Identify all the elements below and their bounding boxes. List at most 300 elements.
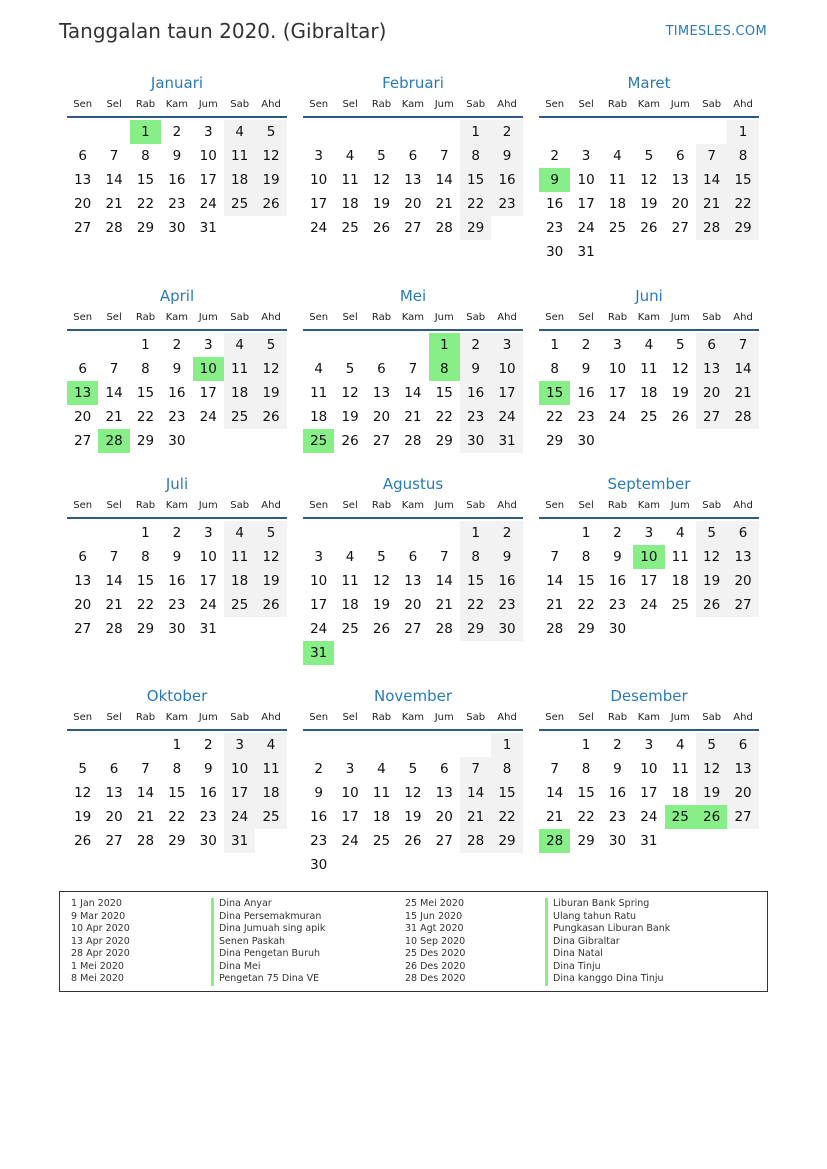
day-cell[interactable]: 16: [546, 196, 564, 212]
day-cell[interactable]: 18: [640, 385, 658, 401]
day-cell[interactable]: 16: [577, 385, 595, 401]
day-cell[interactable]: 29: [435, 433, 453, 449]
day-cell[interactable]: 5: [377, 148, 386, 164]
day-cell[interactable]: 7: [109, 361, 119, 377]
day-cell[interactable]: 4: [255, 733, 286, 757]
day-cell[interactable]: 5: [696, 733, 727, 757]
day-cell[interactable]: 10: [608, 361, 627, 377]
day-cell[interactable]: 10: [491, 357, 522, 381]
day-cell[interactable]: 8: [581, 761, 591, 777]
day-cell[interactable]: 17: [199, 385, 217, 401]
day-cell[interactable]: 10: [310, 573, 328, 589]
day-cell[interactable]: 22: [546, 409, 564, 425]
day-cell[interactable]: 23: [608, 809, 627, 825]
day-cell[interactable]: 19: [255, 168, 286, 192]
day-cell[interactable]: 5: [345, 361, 355, 377]
day-cell[interactable]: 9: [613, 761, 622, 777]
day-cell[interactable]: 1: [491, 733, 522, 757]
day-cell[interactable]: 21: [460, 805, 491, 829]
day-cell[interactable]: 4: [675, 737, 685, 753]
day-cell[interactable]: 21: [105, 409, 123, 425]
day-cell[interactable]: 28: [105, 220, 123, 236]
day-cell[interactable]: 9: [203, 761, 213, 777]
day-cell[interactable]: 3: [314, 148, 323, 164]
day-cell[interactable]: 22: [577, 597, 595, 613]
day-cell[interactable]: 3: [345, 761, 355, 777]
day-cell[interactable]: 21: [404, 409, 422, 425]
day-cell[interactable]: 11: [341, 172, 359, 188]
day-cell[interactable]: 21: [546, 597, 564, 613]
day-cell[interactable]: 15: [460, 569, 491, 593]
day-cell[interactable]: 18: [224, 381, 255, 405]
day-cell[interactable]: 18: [255, 781, 286, 805]
day-cell[interactable]: 15: [168, 785, 186, 801]
day-cell[interactable]: 19: [74, 809, 92, 825]
day-cell[interactable]: 11: [255, 757, 286, 781]
day-cell[interactable]: 8: [141, 148, 150, 164]
day-cell[interactable]: 31: [224, 829, 255, 853]
day-cell[interactable]: 20: [435, 809, 453, 825]
day-cell[interactable]: 13: [435, 785, 453, 801]
day-cell[interactable]: 13: [671, 172, 689, 188]
day-cell[interactable]: 22: [491, 805, 522, 829]
day-cell[interactable]: 4: [345, 148, 355, 164]
day-cell[interactable]: 11: [224, 144, 255, 168]
day-cell[interactable]: 28: [546, 621, 564, 637]
day-cell[interactable]: 4: [345, 549, 355, 565]
day-cell[interactable]: 30: [168, 621, 186, 637]
day-cell[interactable]: 26: [341, 433, 359, 449]
day-cell[interactable]: 25: [372, 833, 391, 849]
day-cell[interactable]: 7: [109, 148, 119, 164]
day-cell[interactable]: 23: [460, 405, 491, 429]
day-cell[interactable]: 4: [613, 148, 622, 164]
day-cell[interactable]: 3: [613, 337, 622, 353]
day-cell[interactable]: 22: [136, 409, 155, 425]
day-cell[interactable]: 9: [491, 144, 522, 168]
day-cell[interactable]: 27: [74, 433, 92, 449]
day-cell[interactable]: 5: [408, 761, 418, 777]
day-cell[interactable]: 29: [577, 621, 595, 637]
day-cell[interactable]: 27: [372, 433, 391, 449]
day-cell[interactable]: 29: [136, 621, 155, 637]
day-cell[interactable]: 23: [310, 833, 328, 849]
day-cell[interactable]: 31: [199, 220, 217, 236]
day-cell[interactable]: 7: [727, 333, 758, 357]
day-cell[interactable]: 14: [105, 573, 123, 589]
day-cell[interactable]: 12: [696, 757, 727, 781]
day-cell[interactable]: 13: [696, 357, 727, 381]
day-cell[interactable]: 20: [372, 409, 391, 425]
day-cell[interactable]: 6: [408, 549, 418, 565]
day-cell[interactable]: 11: [608, 172, 627, 188]
day-cell[interactable]: 8: [172, 761, 182, 777]
day-cell[interactable]: 16: [199, 785, 217, 801]
day-cell[interactable]: 16: [168, 385, 186, 401]
day-cell[interactable]: 8: [491, 757, 522, 781]
day-cell[interactable]: 23: [491, 593, 522, 617]
day-cell[interactable]: 19: [404, 809, 422, 825]
day-cell[interactable]: 2: [172, 525, 182, 541]
day-cell[interactable]: 23: [491, 192, 522, 216]
day-cell[interactable]: 24: [341, 833, 359, 849]
day-cell[interactable]: 17: [310, 196, 328, 212]
day-cell[interactable]: 18: [341, 597, 359, 613]
day-cell[interactable]: 15: [577, 573, 595, 589]
day-cell[interactable]: 14: [546, 785, 564, 801]
day-cell[interactable]: 22: [460, 593, 491, 617]
day-cell[interactable]: 1: [581, 525, 591, 541]
day-cell[interactable]: 19: [372, 597, 391, 613]
day-cell[interactable]: 30: [310, 857, 328, 873]
day-cell[interactable]: 11: [671, 761, 689, 777]
day-cell[interactable]: 29: [460, 617, 491, 641]
day-cell[interactable]: 27: [727, 593, 758, 617]
holiday-cell[interactable]: 8: [429, 357, 460, 381]
day-cell[interactable]: 18: [310, 409, 328, 425]
day-cell[interactable]: 5: [696, 521, 727, 545]
day-cell[interactable]: 11: [224, 545, 255, 569]
day-cell[interactable]: 28: [696, 216, 727, 240]
day-cell[interactable]: 19: [696, 569, 727, 593]
day-cell[interactable]: 29: [460, 216, 491, 240]
day-cell[interactable]: 2: [613, 525, 622, 541]
day-cell[interactable]: 24: [640, 809, 658, 825]
day-cell[interactable]: 13: [727, 757, 758, 781]
day-cell[interactable]: 12: [255, 545, 286, 569]
day-cell[interactable]: 7: [141, 761, 150, 777]
day-cell[interactable]: 23: [546, 220, 564, 236]
holiday-cell[interactable]: 10: [633, 545, 664, 569]
day-cell[interactable]: 31: [577, 244, 595, 260]
day-cell[interactable]: 9: [172, 148, 182, 164]
day-cell[interactable]: 6: [439, 761, 449, 777]
day-cell[interactable]: 21: [435, 597, 453, 613]
holiday-cell[interactable]: 9: [539, 168, 570, 192]
day-cell[interactable]: 6: [78, 361, 87, 377]
day-cell[interactable]: 21: [696, 192, 727, 216]
day-cell[interactable]: 15: [136, 573, 155, 589]
day-cell[interactable]: 10: [224, 757, 255, 781]
day-cell[interactable]: 7: [550, 761, 559, 777]
day-cell[interactable]: 20: [74, 196, 92, 212]
day-cell[interactable]: 14: [435, 172, 453, 188]
day-cell[interactable]: 22: [168, 809, 186, 825]
day-cell[interactable]: 14: [727, 357, 758, 381]
day-cell[interactable]: 2: [314, 761, 323, 777]
day-cell[interactable]: 14: [105, 385, 123, 401]
day-cell[interactable]: 31: [640, 833, 658, 849]
day-cell[interactable]: 13: [105, 785, 123, 801]
holiday-cell[interactable]: 13: [67, 381, 98, 405]
day-cell[interactable]: 27: [404, 621, 422, 637]
day-cell[interactable]: 3: [644, 737, 654, 753]
day-cell[interactable]: 26: [671, 409, 689, 425]
day-cell[interactable]: 8: [460, 545, 491, 569]
day-cell[interactable]: 10: [640, 761, 658, 777]
day-cell[interactable]: 5: [675, 337, 685, 353]
day-cell[interactable]: 20: [671, 196, 689, 212]
day-cell[interactable]: 20: [74, 409, 92, 425]
day-cell[interactable]: 8: [727, 144, 758, 168]
day-cell[interactable]: 15: [136, 385, 155, 401]
day-cell[interactable]: 14: [136, 785, 155, 801]
day-cell[interactable]: 30: [608, 621, 627, 637]
day-cell[interactable]: 31: [199, 621, 217, 637]
day-cell[interactable]: 24: [310, 220, 328, 236]
day-cell[interactable]: 6: [675, 148, 685, 164]
day-cell[interactable]: 5: [644, 148, 654, 164]
day-cell[interactable]: 22: [460, 192, 491, 216]
day-cell[interactable]: 16: [608, 573, 627, 589]
holiday-cell[interactable]: 10: [193, 357, 224, 381]
day-cell[interactable]: 29: [577, 833, 595, 849]
day-cell[interactable]: 1: [141, 525, 150, 541]
day-cell[interactable]: 26: [696, 593, 727, 617]
day-cell[interactable]: 7: [550, 549, 559, 565]
day-cell[interactable]: 11: [310, 385, 328, 401]
day-cell[interactable]: 17: [577, 196, 595, 212]
day-cell[interactable]: 25: [671, 597, 689, 613]
day-cell[interactable]: 12: [640, 172, 658, 188]
day-cell[interactable]: 3: [203, 337, 213, 353]
day-cell[interactable]: 3: [224, 733, 255, 757]
day-cell[interactable]: 24: [199, 597, 217, 613]
day-cell[interactable]: 17: [608, 385, 627, 401]
day-cell[interactable]: 28: [404, 433, 422, 449]
day-cell[interactable]: 9: [581, 361, 591, 377]
day-cell[interactable]: 28: [136, 833, 155, 849]
day-cell[interactable]: 21: [546, 809, 564, 825]
day-cell[interactable]: 18: [224, 569, 255, 593]
day-cell[interactable]: 19: [372, 196, 391, 212]
day-cell[interactable]: 12: [255, 357, 286, 381]
day-cell[interactable]: 25: [224, 593, 255, 617]
day-cell[interactable]: 26: [404, 833, 422, 849]
day-cell[interactable]: 29: [546, 433, 564, 449]
day-cell[interactable]: 11: [671, 549, 689, 565]
day-cell[interactable]: 26: [255, 405, 286, 429]
day-cell[interactable]: 21: [105, 196, 123, 212]
day-cell[interactable]: 7: [460, 757, 491, 781]
day-cell[interactable]: 27: [696, 405, 727, 429]
day-cell[interactable]: 27: [727, 805, 758, 829]
day-cell[interactable]: 13: [404, 172, 422, 188]
day-cell[interactable]: 15: [491, 781, 522, 805]
day-cell[interactable]: 30: [460, 429, 491, 453]
day-cell[interactable]: 8: [550, 361, 559, 377]
day-cell[interactable]: 30: [491, 617, 522, 641]
day-cell[interactable]: 28: [105, 621, 123, 637]
day-cell[interactable]: 1: [460, 521, 491, 545]
day-cell[interactable]: 17: [199, 172, 217, 188]
day-cell[interactable]: 10: [341, 785, 359, 801]
day-cell[interactable]: 4: [675, 525, 685, 541]
day-cell[interactable]: 20: [404, 196, 422, 212]
day-cell[interactable]: 29: [491, 829, 522, 853]
day-cell[interactable]: 19: [255, 381, 286, 405]
day-cell[interactable]: 14: [404, 385, 422, 401]
day-cell[interactable]: 16: [608, 785, 627, 801]
day-cell[interactable]: 2: [581, 337, 591, 353]
day-cell[interactable]: 20: [727, 781, 758, 805]
day-cell[interactable]: 12: [74, 785, 92, 801]
day-cell[interactable]: 2: [203, 737, 213, 753]
day-cell[interactable]: 8: [141, 361, 150, 377]
day-cell[interactable]: 27: [105, 833, 123, 849]
holiday-cell[interactable]: 25: [665, 805, 696, 829]
day-cell[interactable]: 9: [491, 545, 522, 569]
day-cell[interactable]: 19: [255, 569, 286, 593]
day-cell[interactable]: 21: [136, 809, 155, 825]
day-cell[interactable]: 21: [105, 597, 123, 613]
holiday-cell[interactable]: 15: [539, 381, 570, 405]
holiday-cell[interactable]: 25: [303, 429, 334, 453]
day-cell[interactable]: 3: [203, 124, 213, 140]
day-cell[interactable]: 31: [491, 429, 522, 453]
day-cell[interactable]: 9: [172, 549, 182, 565]
day-cell[interactable]: 5: [255, 120, 286, 144]
day-cell[interactable]: 1: [141, 337, 150, 353]
day-cell[interactable]: 22: [435, 409, 453, 425]
day-cell[interactable]: 17: [341, 809, 359, 825]
day-cell[interactable]: 12: [255, 144, 286, 168]
day-cell[interactable]: 27: [74, 621, 92, 637]
day-cell[interactable]: 1: [550, 337, 559, 353]
day-cell[interactable]: 17: [491, 381, 522, 405]
day-cell[interactable]: 9: [172, 361, 182, 377]
day-cell[interactable]: 30: [577, 433, 595, 449]
day-cell[interactable]: 6: [377, 361, 386, 377]
day-cell[interactable]: 14: [105, 172, 123, 188]
day-cell[interactable]: 16: [168, 172, 186, 188]
day-cell[interactable]: 18: [372, 809, 391, 825]
day-cell[interactable]: 5: [377, 549, 386, 565]
day-cell[interactable]: 12: [341, 385, 359, 401]
day-cell[interactable]: 20: [74, 597, 92, 613]
day-cell[interactable]: 27: [404, 220, 422, 236]
day-cell[interactable]: 14: [546, 573, 564, 589]
day-cell[interactable]: 4: [224, 521, 255, 545]
day-cell[interactable]: 14: [460, 781, 491, 805]
day-cell[interactable]: 28: [460, 829, 491, 853]
day-cell[interactable]: 21: [727, 381, 758, 405]
day-cell[interactable]: 8: [141, 549, 150, 565]
day-cell[interactable]: 17: [199, 573, 217, 589]
day-cell[interactable]: 16: [491, 168, 522, 192]
day-cell[interactable]: 17: [310, 597, 328, 613]
day-cell[interactable]: 3: [314, 549, 323, 565]
day-cell[interactable]: 11: [224, 357, 255, 381]
day-cell[interactable]: 16: [491, 569, 522, 593]
day-cell[interactable]: 1: [727, 120, 758, 144]
holiday-cell[interactable]: 26: [696, 805, 727, 829]
day-cell[interactable]: 25: [341, 220, 359, 236]
day-cell[interactable]: 26: [372, 621, 391, 637]
day-cell[interactable]: 15: [460, 168, 491, 192]
day-cell[interactable]: 4: [224, 120, 255, 144]
day-cell[interactable]: 1: [460, 120, 491, 144]
day-cell[interactable]: 12: [372, 172, 391, 188]
day-cell[interactable]: 24: [577, 220, 595, 236]
day-cell[interactable]: 25: [224, 405, 255, 429]
day-cell[interactable]: 6: [727, 521, 758, 545]
day-cell[interactable]: 25: [255, 805, 286, 829]
holiday-cell[interactable]: 28: [98, 429, 129, 453]
day-cell[interactable]: 6: [727, 733, 758, 757]
day-cell[interactable]: 7: [439, 549, 449, 565]
day-cell[interactable]: 2: [172, 124, 182, 140]
day-cell[interactable]: 13: [372, 385, 391, 401]
day-cell[interactable]: 24: [199, 196, 217, 212]
day-cell[interactable]: 4: [224, 333, 255, 357]
day-cell[interactable]: 29: [168, 833, 186, 849]
day-cell[interactable]: 19: [696, 781, 727, 805]
day-cell[interactable]: 3: [581, 148, 591, 164]
day-cell[interactable]: 16: [310, 809, 328, 825]
day-cell[interactable]: 1: [172, 737, 182, 753]
day-cell[interactable]: 11: [640, 361, 658, 377]
day-cell[interactable]: 7: [439, 148, 449, 164]
day-cell[interactable]: 8: [460, 144, 491, 168]
day-cell[interactable]: 28: [727, 405, 758, 429]
day-cell[interactable]: 13: [74, 172, 92, 188]
day-cell[interactable]: 22: [577, 809, 595, 825]
day-cell[interactable]: 23: [168, 409, 186, 425]
day-cell[interactable]: 15: [727, 168, 758, 192]
day-cell[interactable]: 20: [727, 569, 758, 593]
day-cell[interactable]: 7: [408, 361, 418, 377]
day-cell[interactable]: 10: [310, 172, 328, 188]
day-cell[interactable]: 24: [640, 597, 658, 613]
day-cell[interactable]: 27: [435, 833, 453, 849]
day-cell[interactable]: 29: [727, 216, 758, 240]
day-cell[interactable]: 10: [199, 148, 217, 164]
day-cell[interactable]: 5: [255, 521, 286, 545]
day-cell[interactable]: 20: [404, 597, 422, 613]
brand-logo[interactable]: TIMESLES.COM: [665, 24, 767, 39]
day-cell[interactable]: 19: [640, 196, 658, 212]
day-cell[interactable]: 28: [435, 220, 453, 236]
day-cell[interactable]: 13: [404, 573, 422, 589]
day-cell[interactable]: 27: [74, 220, 92, 236]
day-cell[interactable]: 16: [168, 573, 186, 589]
day-cell[interactable]: 12: [671, 361, 689, 377]
day-cell[interactable]: 4: [377, 761, 386, 777]
day-cell[interactable]: 16: [460, 381, 491, 405]
day-cell[interactable]: 25: [640, 409, 658, 425]
day-cell[interactable]: 24: [224, 805, 255, 829]
day-cell[interactable]: 18: [608, 196, 627, 212]
day-cell[interactable]: 27: [671, 220, 689, 236]
day-cell[interactable]: 1: [581, 737, 591, 753]
day-cell[interactable]: 18: [341, 196, 359, 212]
day-cell[interactable]: 11: [341, 573, 359, 589]
day-cell[interactable]: 2: [460, 333, 491, 357]
day-cell[interactable]: 5: [255, 333, 286, 357]
day-cell[interactable]: 22: [136, 196, 155, 212]
day-cell[interactable]: 6: [408, 148, 418, 164]
day-cell[interactable]: 6: [696, 333, 727, 357]
day-cell[interactable]: 30: [199, 833, 217, 849]
day-cell[interactable]: 2: [172, 337, 182, 353]
day-cell[interactable]: 13: [727, 545, 758, 569]
day-cell[interactable]: 3: [203, 525, 213, 541]
day-cell[interactable]: 3: [491, 333, 522, 357]
holiday-cell[interactable]: 1: [130, 120, 161, 144]
day-cell[interactable]: 15: [577, 785, 595, 801]
day-cell[interactable]: 15: [435, 385, 453, 401]
